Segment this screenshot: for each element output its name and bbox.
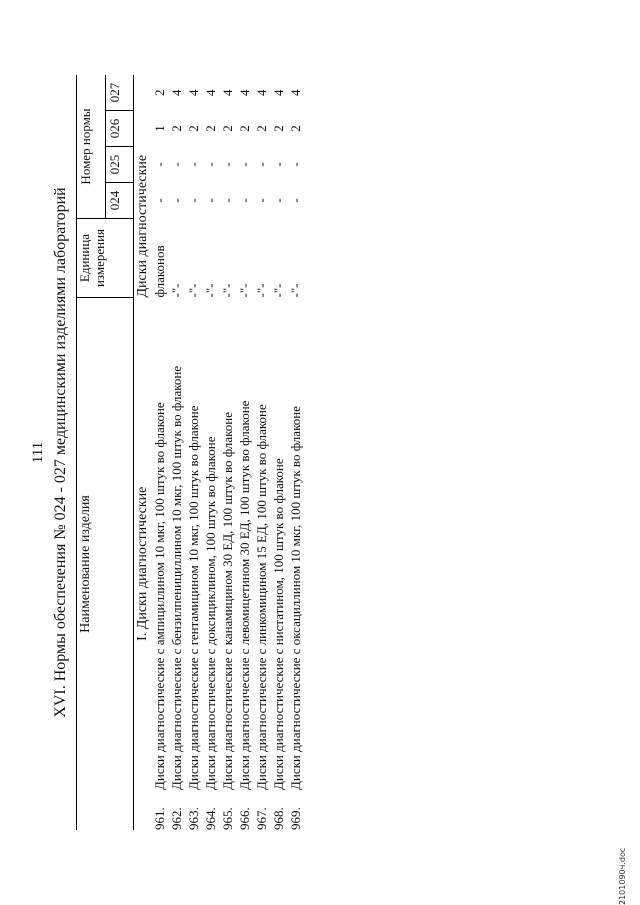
norm-027-value: 2 bbox=[152, 89, 167, 96]
item-name-cell bbox=[185, 298, 202, 831]
table-row bbox=[236, 75, 253, 830]
col-header-code: 024 bbox=[105, 183, 134, 219]
norm-025-value: - bbox=[186, 162, 201, 167]
col-header-norm: Номер нормы bbox=[77, 75, 106, 219]
item-name: Диски диагностические с линкомицином 15 ЕД, 100 штук во флаконе bbox=[254, 404, 269, 790]
item-number: 967. bbox=[254, 807, 269, 830]
norm-025-value: - bbox=[152, 162, 167, 167]
item-name-cell bbox=[202, 298, 219, 831]
item-name: Диски диагностические с ампициллином 10 мкг, 100 штук во флаконе bbox=[152, 402, 167, 790]
norm-025-value: - bbox=[254, 162, 269, 167]
item-unit: флаконов bbox=[152, 245, 167, 298]
file-footer: 2101090ч.doc bbox=[618, 847, 627, 905]
item-unit: -"- bbox=[203, 283, 218, 298]
norm-025-value: - bbox=[220, 162, 235, 167]
norm-024-value: - bbox=[288, 198, 303, 203]
norm-025-value: - bbox=[169, 162, 184, 167]
page-number: 111 bbox=[30, 441, 46, 464]
item-name-cell bbox=[236, 298, 253, 831]
item-number: 965. bbox=[220, 807, 235, 830]
item-unit: -"- bbox=[288, 283, 303, 298]
col-header-code: 026 bbox=[105, 111, 134, 147]
table-row bbox=[202, 75, 219, 830]
norm-026-value: 2 bbox=[203, 125, 218, 132]
norm-024-value: - bbox=[271, 198, 286, 203]
norm-025-value: - bbox=[288, 162, 303, 167]
section-label: I. Диски диагностические bbox=[135, 486, 150, 641]
table-row bbox=[270, 75, 287, 830]
item-unit: -"- bbox=[237, 283, 252, 298]
item-unit: -"- bbox=[169, 283, 184, 298]
norm-027-value: 4 bbox=[220, 89, 235, 96]
item-name: Диски диагностические с доксициклином, 100 штук во флаконе bbox=[203, 436, 218, 790]
table-row bbox=[151, 75, 168, 830]
item-name-cell bbox=[270, 298, 287, 831]
norm-026-value: 2 bbox=[254, 125, 269, 132]
norm-027-value: 4 bbox=[288, 89, 303, 96]
section-row bbox=[134, 75, 152, 830]
norm-024-value: - bbox=[220, 198, 235, 203]
item-name: Диски диагностические с канамицином 30 ЕД, 100 штук во флаконе bbox=[220, 411, 235, 790]
norm-024-value: - bbox=[203, 198, 218, 203]
item-number: 962. bbox=[169, 807, 184, 830]
item-number: 968. bbox=[271, 807, 286, 830]
item-number: 961. bbox=[152, 807, 167, 830]
item-name: Диски диагностические с бензилпенициллином 10 мкг, 100 штук во флаконе bbox=[169, 365, 184, 790]
section-continuation: Диски диагностические bbox=[135, 154, 150, 298]
table-row bbox=[219, 75, 236, 830]
norm-026-value: 2 bbox=[169, 125, 184, 132]
norm-026-value: 2 bbox=[186, 125, 201, 132]
item-unit: -"- bbox=[220, 283, 235, 298]
item-unit: -"- bbox=[271, 283, 286, 298]
norm-026-value: 2 bbox=[237, 125, 252, 132]
norm-027-value: 4 bbox=[237, 89, 252, 96]
item-name-cell bbox=[219, 298, 236, 831]
document-title: XVI. Нормы обеспечения № 024 - 027 медицинскими изделиями лабораторий bbox=[52, 187, 69, 718]
norm-024-value: - bbox=[237, 198, 252, 203]
item-name: Диски диагностические с оксациллином 10 мкг, 100 штук во флаконе bbox=[288, 406, 303, 790]
item-name-cell bbox=[168, 298, 185, 831]
item-name-cell bbox=[151, 298, 168, 831]
item-unit: -"- bbox=[186, 283, 201, 298]
norm-026-value: 2 bbox=[220, 125, 235, 132]
item-name: Диски диагностические с левомицетином 30 ЕД, 100 штук во флаконе bbox=[237, 400, 252, 790]
item-number: 969. bbox=[288, 807, 303, 830]
col-header-code: 027 bbox=[105, 75, 134, 111]
col-header-name: Наименование изделия bbox=[77, 298, 134, 831]
table-row bbox=[253, 75, 270, 830]
norm-024-value: - bbox=[152, 198, 167, 203]
item-name-cell bbox=[287, 298, 304, 831]
item-name: Диски диагностические с гентамицином 10 мкг, 100 штук во флаконе bbox=[186, 405, 201, 790]
item-name: Диски диагностические с нистатином, 100 штук во флаконе bbox=[271, 458, 286, 790]
norms-table bbox=[76, 75, 304, 830]
norm-027-value: 4 bbox=[254, 89, 269, 96]
norm-026-value: 1 bbox=[152, 125, 167, 132]
item-number: 966. bbox=[237, 807, 252, 830]
norm-026-value: 2 bbox=[288, 125, 303, 132]
table-row bbox=[185, 75, 202, 830]
norm-027-value: 4 bbox=[203, 89, 218, 96]
table-row bbox=[287, 75, 304, 830]
norm-025-value: - bbox=[271, 162, 286, 167]
col-header-unit: Единица измерения bbox=[77, 219, 134, 298]
norm-025-value: - bbox=[237, 162, 252, 167]
norm-027-value: 4 bbox=[271, 89, 286, 96]
col-header-code: 025 bbox=[105, 147, 134, 183]
norm-025-value: - bbox=[203, 162, 218, 167]
norm-027-value: 4 bbox=[169, 89, 184, 96]
norm-027-value: 4 bbox=[186, 89, 201, 96]
norm-024-value: - bbox=[186, 198, 201, 203]
table-row bbox=[168, 75, 185, 830]
item-number: 963. bbox=[186, 807, 201, 830]
item-name-cell bbox=[253, 298, 270, 831]
item-unit: -"- bbox=[254, 283, 269, 298]
norm-024-value: - bbox=[169, 198, 184, 203]
item-number: 964. bbox=[203, 807, 218, 830]
norm-024-value: - bbox=[254, 198, 269, 203]
norm-026-value: 2 bbox=[271, 125, 286, 132]
